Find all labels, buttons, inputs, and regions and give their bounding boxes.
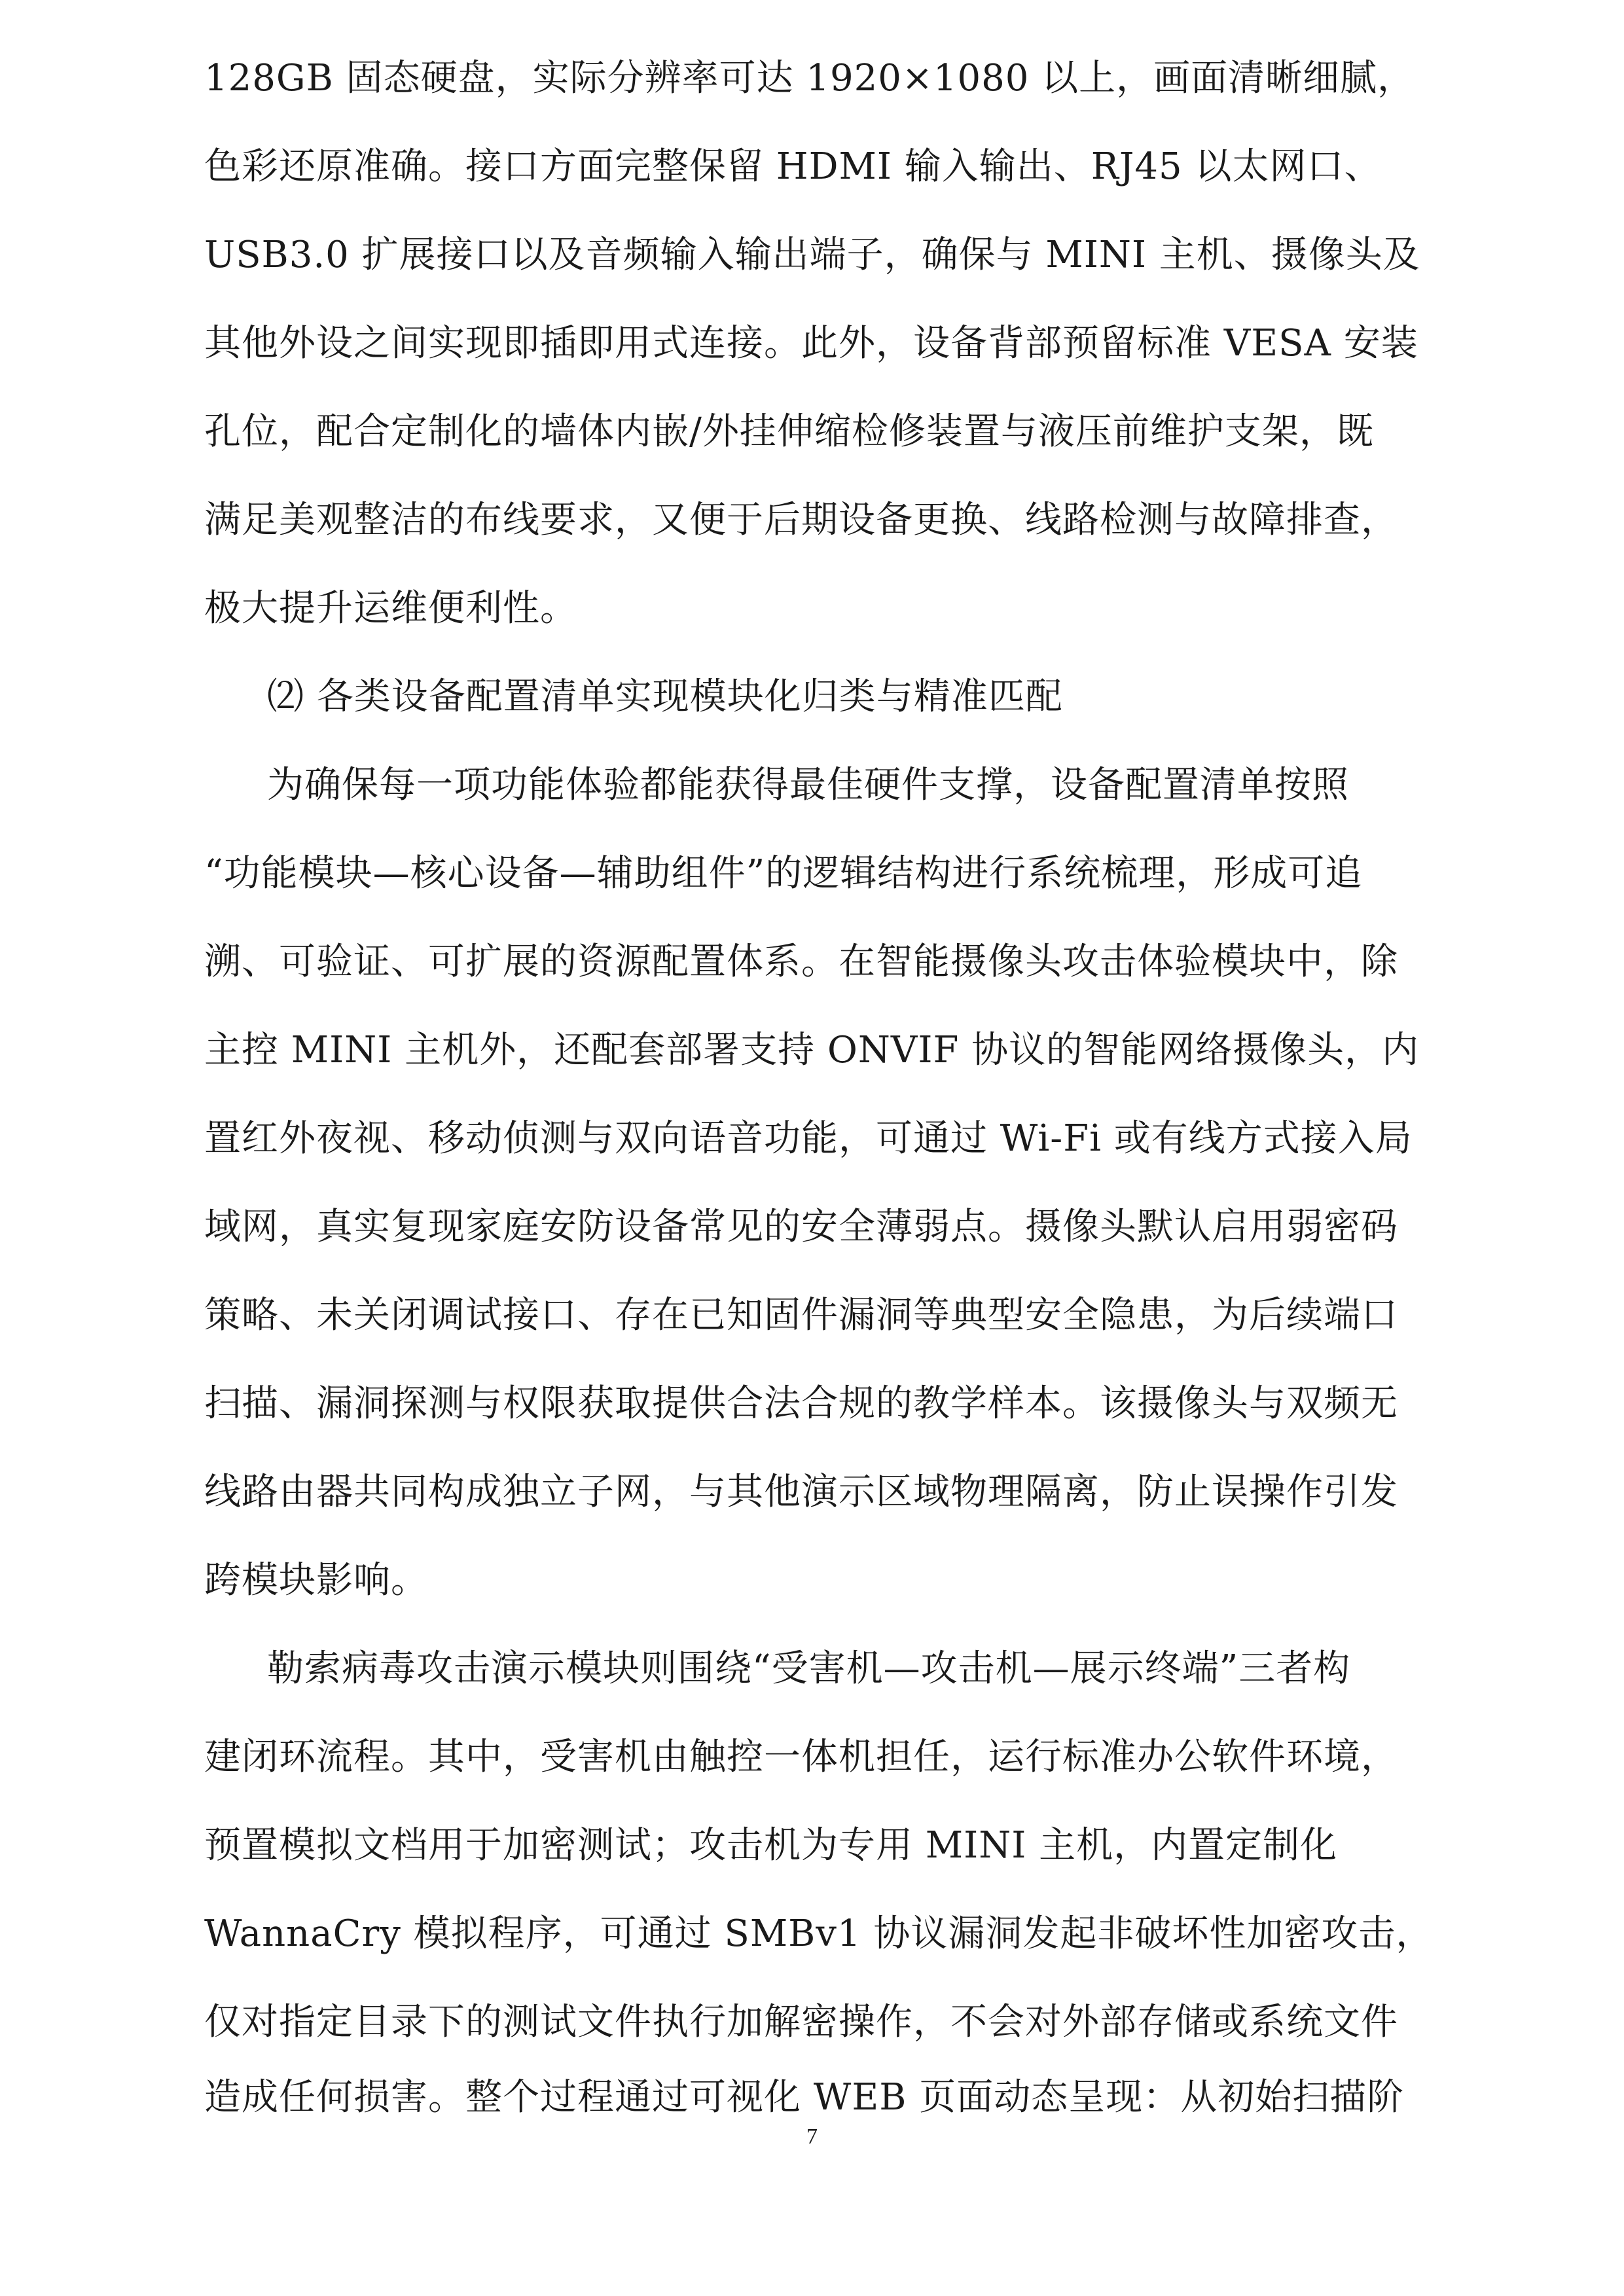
body-text-line: 主控 MINI 主机外，还配套部署支持 ONVIF 协议的智能网络摄像头，内 <box>204 1029 1420 1071</box>
body-text-line: 置红外夜视、移动侦测与双向语音功能，可通过 Wi-Fi 或有线方式接入局 <box>204 1117 1413 1160</box>
body-text-line: USB3.0 扩展接口以及音频输入输出端子，确保与 MINI 主机、摄像头及 <box>204 234 1420 276</box>
body-text-line: 策略、未关闭调试接口、存在已知固件漏洞等典型安全隐患，为后续端口 <box>204 1294 1398 1336</box>
body-text-line: 跨模块影响。 <box>204 1559 428 1602</box>
section-heading: ⑵ 各类设备配置清单实现模块化归类与精准匹配 <box>267 675 1063 718</box>
body-text-line: 勒索病毒攻击演示模块则围绕“受害机—攻击机—展示终端”三者构 <box>267 1647 1351 1690</box>
body-text-line: 扫描、漏洞探测与权限获取提供合法合规的教学样本。该摄像头与双频无 <box>204 1382 1398 1425</box>
body-text-line: 128GB 固态硬盘，实际分辨率可达 1920×1080 以上，画面清晰细腻， <box>204 57 1415 99</box>
body-text-line: 线路由器共同构成独立子网，与其他演示区域物理隔离，防止误操作引发 <box>204 1471 1398 1513</box>
body-text-line: 域网，真实复现家庭安防设备常见的安全薄弱点。摄像头默认启用弱密码 <box>204 1206 1398 1248</box>
body-text-line: 满足美观整洁的布线要求，又便于后期设备更换、线路检测与故障排查， <box>204 499 1398 541</box>
body-text-line: 仅对指定目录下的测试文件执行加解密操作，不会对外部存储或系统文件 <box>204 2001 1398 2043</box>
body-text-line: 为确保每一项功能体验都能获得最佳硬件支撑，设备配置清单按照 <box>267 764 1349 806</box>
body-text-line: 其他外设之间实现即插即用式连接。此外，设备背部预留标准 VESA 安装 <box>204 322 1418 365</box>
body-text-line: 预置模拟文档用于加密测试；攻击机为专用 MINI 主机，内置定制化 <box>204 1824 1338 1867</box>
body-text-line: 建闭环流程。其中，受害机由触控一体机担任，运行标准办公软件环境， <box>204 1736 1398 1778</box>
body-text-line: WannaCry 模拟程序，可通过 SMBv1 协议漏洞发起非破坏性加密攻击， <box>204 1912 1434 1955</box>
body-text-line: “功能模块—核心设备—辅助组件”的逻辑结构进行系统梳理，形成可追 <box>204 852 1363 895</box>
page-number: 7 <box>806 2125 818 2149</box>
body-text-line: 极大提升运维便利性。 <box>204 587 577 630</box>
body-text-line: 孔位，配合定制化的墙体内嵌/外挂伸缩检修装置与液压前维护支架，既 <box>204 410 1374 453</box>
body-text-line: 溯、可验证、可扩展的资源配置体系。在智能摄像头攻击体验模块中，除 <box>204 941 1398 983</box>
body-text-line: 造成任何损害。整个过程通过可视化 WEB 页面动态呈现：从初始扫描阶 <box>204 2076 1405 2119</box>
body-text-line: 色彩还原准确。接口方面完整保留 HDMI 输入输出、RJ45 以太网口、 <box>204 145 1382 188</box>
